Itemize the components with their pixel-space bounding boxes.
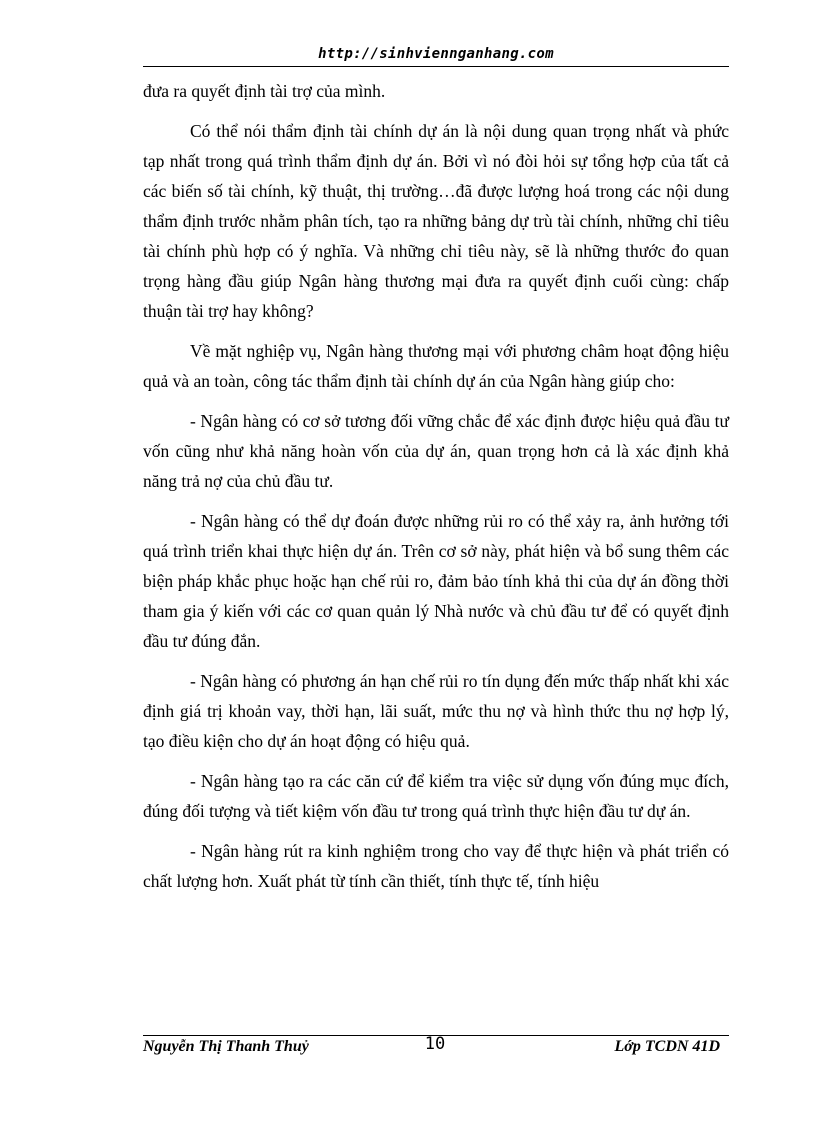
body-text bbox=[143, 76, 729, 906]
list-item-1: - Ngân hàng có cơ sở tương đối vững chắc để xác định được hiệu quả đầu tư vốn cũng như khả năng hoàn vốn của dự án, quan trọng hơn cả là xác định khả năng trả nợ của chủ đầu tư. bbox=[143, 411, 729, 491]
page-number: 10 bbox=[424, 1034, 446, 1054]
footer-class: Lớp TCDN 41D bbox=[614, 1038, 720, 1055]
header-url[interactable]: http://sinhviennganhang.com bbox=[318, 46, 554, 62]
paragraph-continuation: đưa ra quyết định tài trợ của mình. bbox=[143, 81, 386, 101]
footer-author: Nguyễn Thị Thanh Thuỷ bbox=[143, 1038, 309, 1055]
list-item-2: - Ngân hàng có thể dự đoán được những rủi ro có thể xảy ra, ảnh hưởng tới quá trình triển khai thực hiện dự án. Trên cơ sở này, phát hiện và bổ sung thêm các biện pháp khắc phục hoặc hạn chế rủi ro, đảm bảo tính khả thi của dự án đồng thời tham gia ý kiến với các cơ quan quản lý Nhà nước và chủ đầu tư để có quyết định đầu tư đúng đắn. bbox=[143, 511, 729, 651]
list-item-3: - Ngân hàng có phương án hạn chế rủi ro tín dụng đến mức thấp nhất khi xác định giá trị khoản vay, thời hạn, lãi suất, mức thu nợ và hình thức thu nợ hợp lý, tạo điều kiện cho dự án hoạt động có hiệu quả. bbox=[143, 671, 729, 751]
list-item-4: - Ngân hàng tạo ra các căn cứ để kiểm tra việc sử dụng vốn đúng mục đích, đúng đối tượng và tiết kiệm vốn đầu tư trong quá trình thực hiện đầu tư dự án. bbox=[143, 771, 729, 821]
paragraph-business: Về mặt nghiệp vụ, Ngân hàng thương mại với phương châm hoạt động hiệu quả và an toàn, công tác thẩm định tài chính dự án của Ngân hàng giúp cho: bbox=[143, 341, 729, 391]
paragraph-intro: Có thể nói thẩm định tài chính dự án là nội dung quan trọng nhất và phức tạp nhất trong quá trình thẩm định dự án. Bởi vì nó đòi hỏi sự tổng hợp của tất cả các biến số tài chính, kỹ thuật, thị trường…đã được lượng hoá trong các nội dung thẩm định trước nhằm phân tích, tạo ra những bảng dự trù tài chính, những chỉ tiêu tài chính phù hợp có ý nghĩa. Và những chỉ tiêu này, sẽ là những thước đo quan trọng hàng đầu giúp Ngân hàng thương mại đưa ra quyết định cuối cùng: chấp thuận tài trợ hay không? bbox=[143, 121, 729, 321]
list-item-5: - Ngân hàng rút ra kinh nghiệm trong cho vay để thực hiện và phát triển có chất lượng hơn. Xuất phát từ tính cần thiết, tính thực tế, tính hiệu bbox=[143, 841, 729, 891]
header-divider bbox=[143, 66, 729, 67]
